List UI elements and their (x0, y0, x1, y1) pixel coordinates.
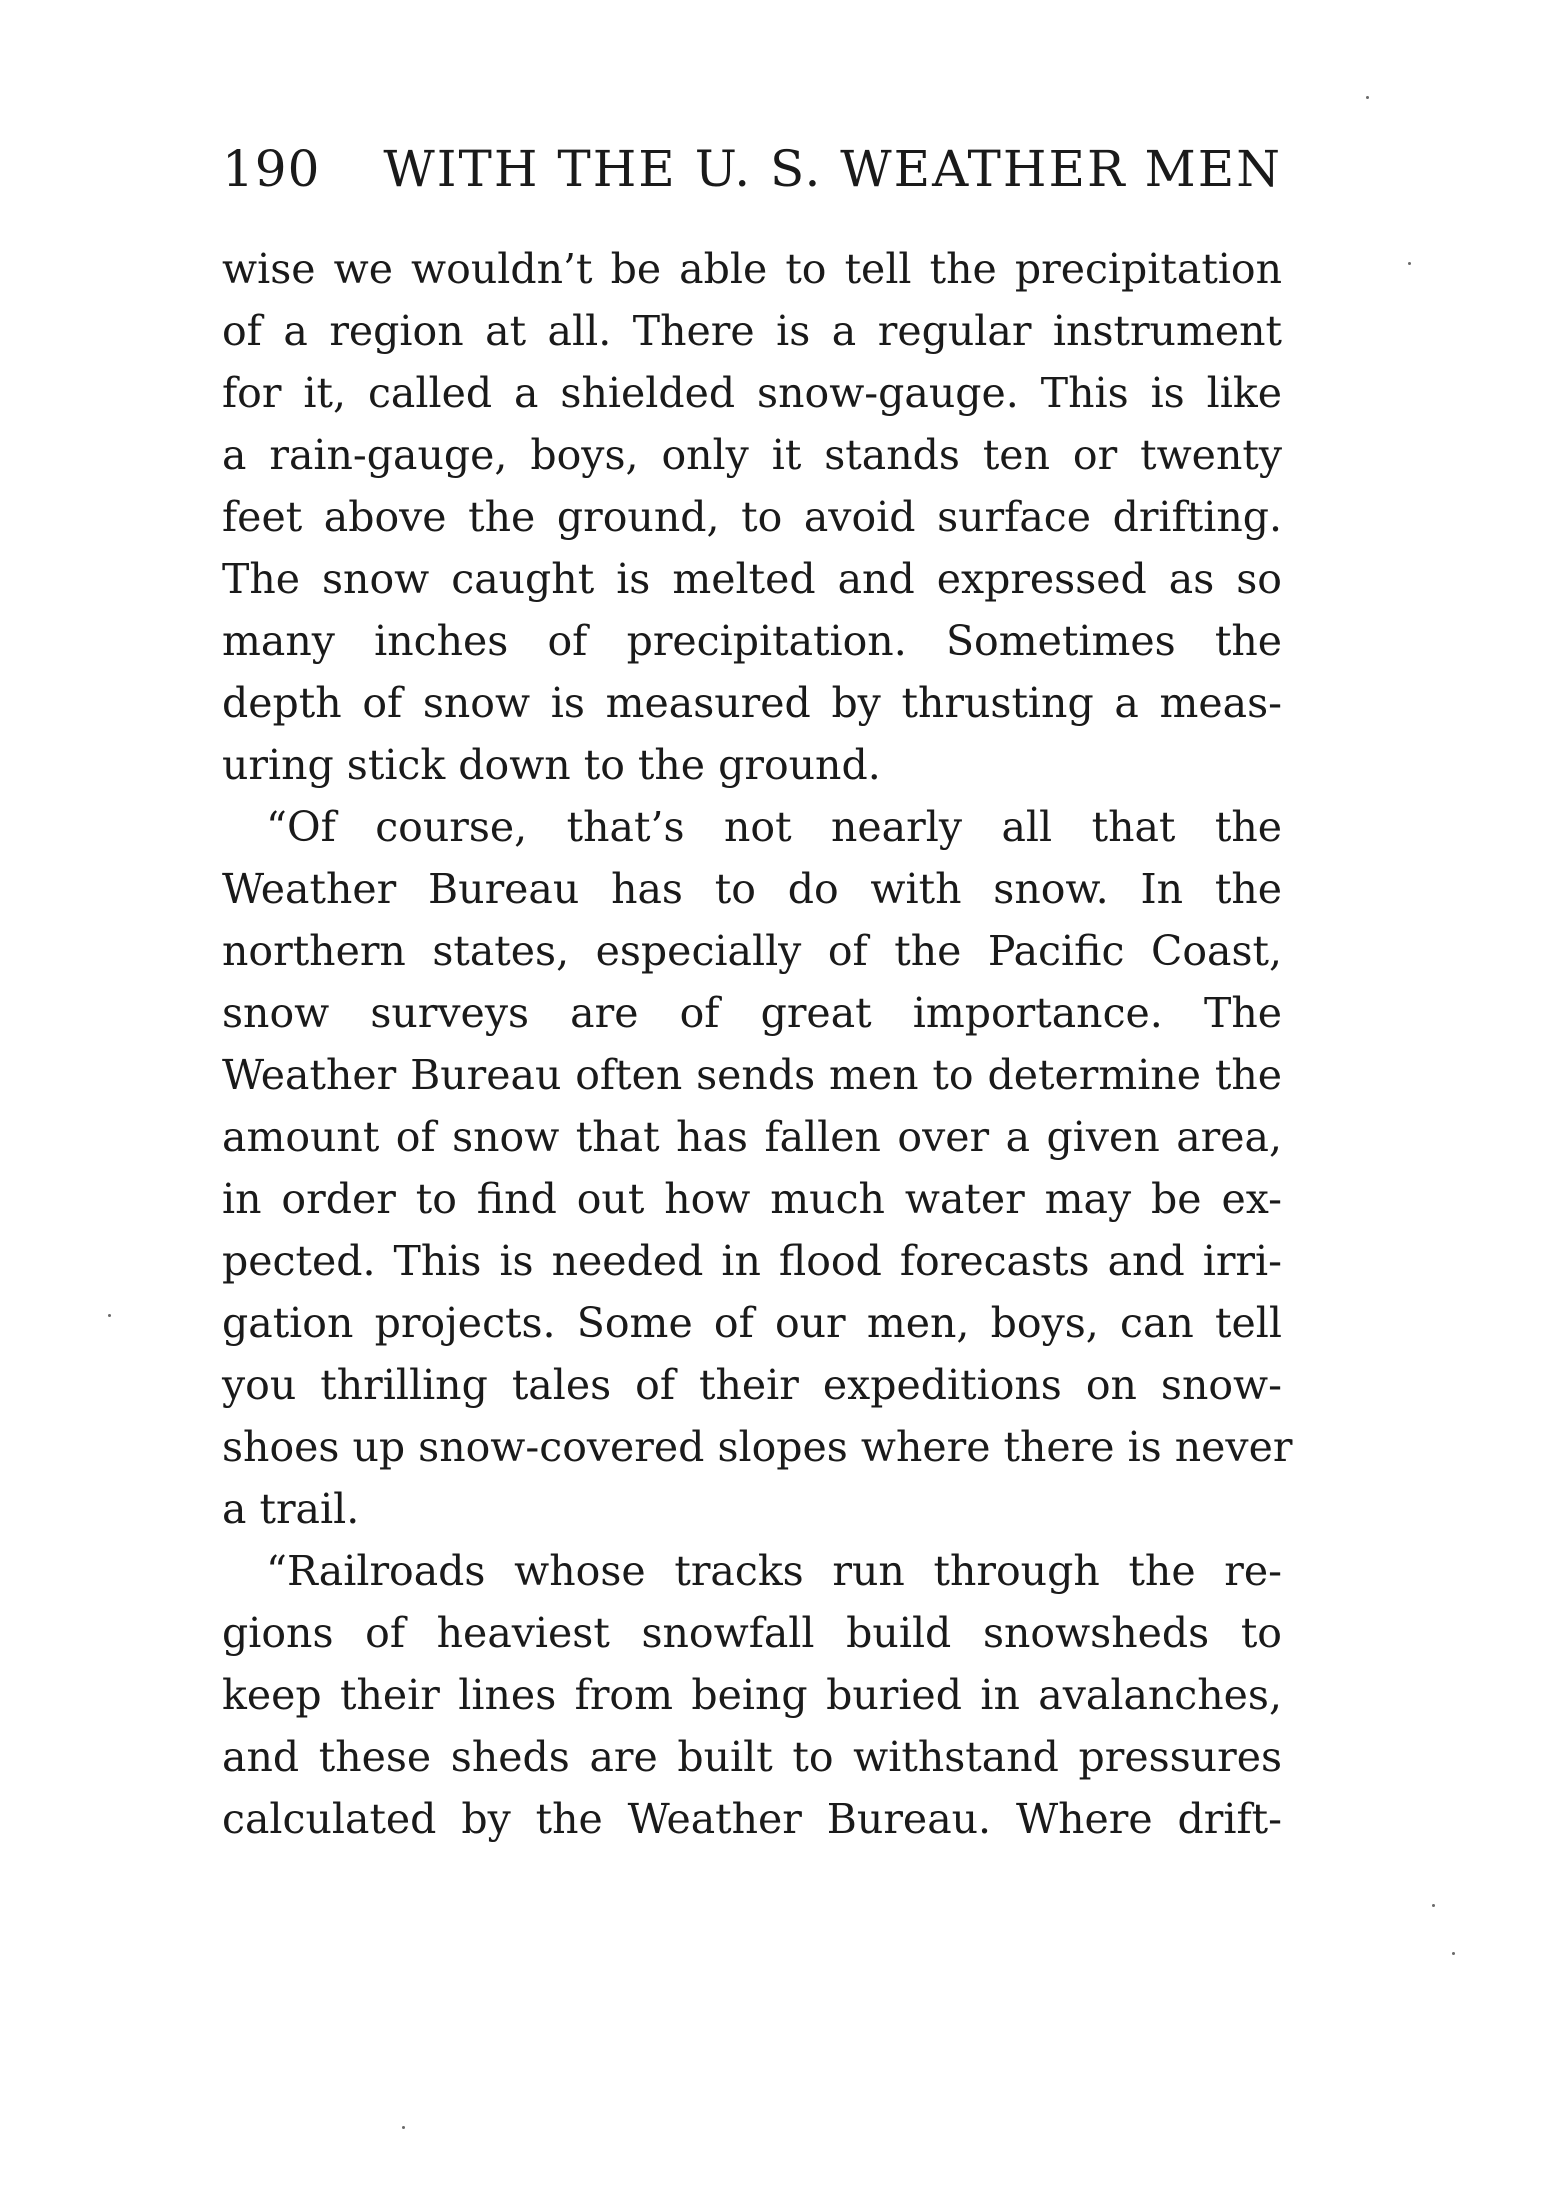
text-line: for it, called a shielded snow-gauge. This is like (222, 369, 1282, 417)
page-number: 190 (222, 140, 321, 198)
text-line: wise we wouldn’t be able to tell the precipitation (222, 245, 1282, 293)
paper-speck (402, 2126, 405, 2129)
text-line: gation projects. Some of our men, boys, can tell (222, 1299, 1282, 1347)
body-text (222, 238, 1293, 1850)
text-line: feet above the ground, to avoid surface drifting. (222, 493, 1282, 541)
paper-speck (1452, 1952, 1455, 1955)
page-header (222, 140, 1282, 220)
running-head: WITH THE U. S. WEATHER MEN (383, 140, 1282, 198)
text-line: depth of snow is measured by thrusting a meas- (222, 679, 1282, 727)
text-line: amount of snow that has fallen over a given area, (222, 1113, 1282, 1161)
text-line: calculated by the Weather Bureau. Where drift- (222, 1795, 1282, 1843)
text-line: in order to find out how much water may be ex- (222, 1175, 1282, 1223)
text-line: of a region at all. There is a regular instrument (222, 307, 1282, 355)
text-line: The snow caught is melted and expressed as so (222, 555, 1282, 603)
text-line: snow surveys are of great importance. The (222, 989, 1282, 1037)
text-line: a rain-gauge, boys, only it stands ten or twenty (222, 431, 1282, 479)
text-line: Weather Bureau has to do with snow. In the (222, 865, 1282, 913)
text-line: keep their lines from being buried in avalanches, (222, 1671, 1282, 1719)
text-line: pected. This is needed in flood forecasts and irri- (222, 1237, 1282, 1285)
text-line: “Of course, that’s not nearly all that the (266, 803, 1282, 851)
text-line: gions of heaviest snowfall build snowsheds to (222, 1609, 1282, 1657)
paper-speck (1366, 96, 1369, 99)
paper-speck (1432, 1904, 1435, 1907)
text-line: uring stick down to the ground. (222, 741, 881, 789)
paper-speck (1408, 262, 1411, 265)
text-line: Weather Bureau often sends men to determine the (222, 1051, 1282, 1099)
text-line: and these sheds are built to withstand pressures (222, 1733, 1282, 1781)
text-line: a trail. (222, 1485, 360, 1533)
text-line: “Railroads whose tracks run through the re- (266, 1547, 1282, 1595)
paper-speck (108, 1314, 111, 1317)
text-line: many inches of precipitation. Sometimes the (222, 617, 1282, 665)
text-line: you thrilling tales of their expeditions on snow- (222, 1361, 1282, 1409)
text-line: shoes up snow-covered slopes where there is never (222, 1423, 1293, 1471)
text-line: northern states, especially of the Pacific Coast, (222, 927, 1282, 975)
